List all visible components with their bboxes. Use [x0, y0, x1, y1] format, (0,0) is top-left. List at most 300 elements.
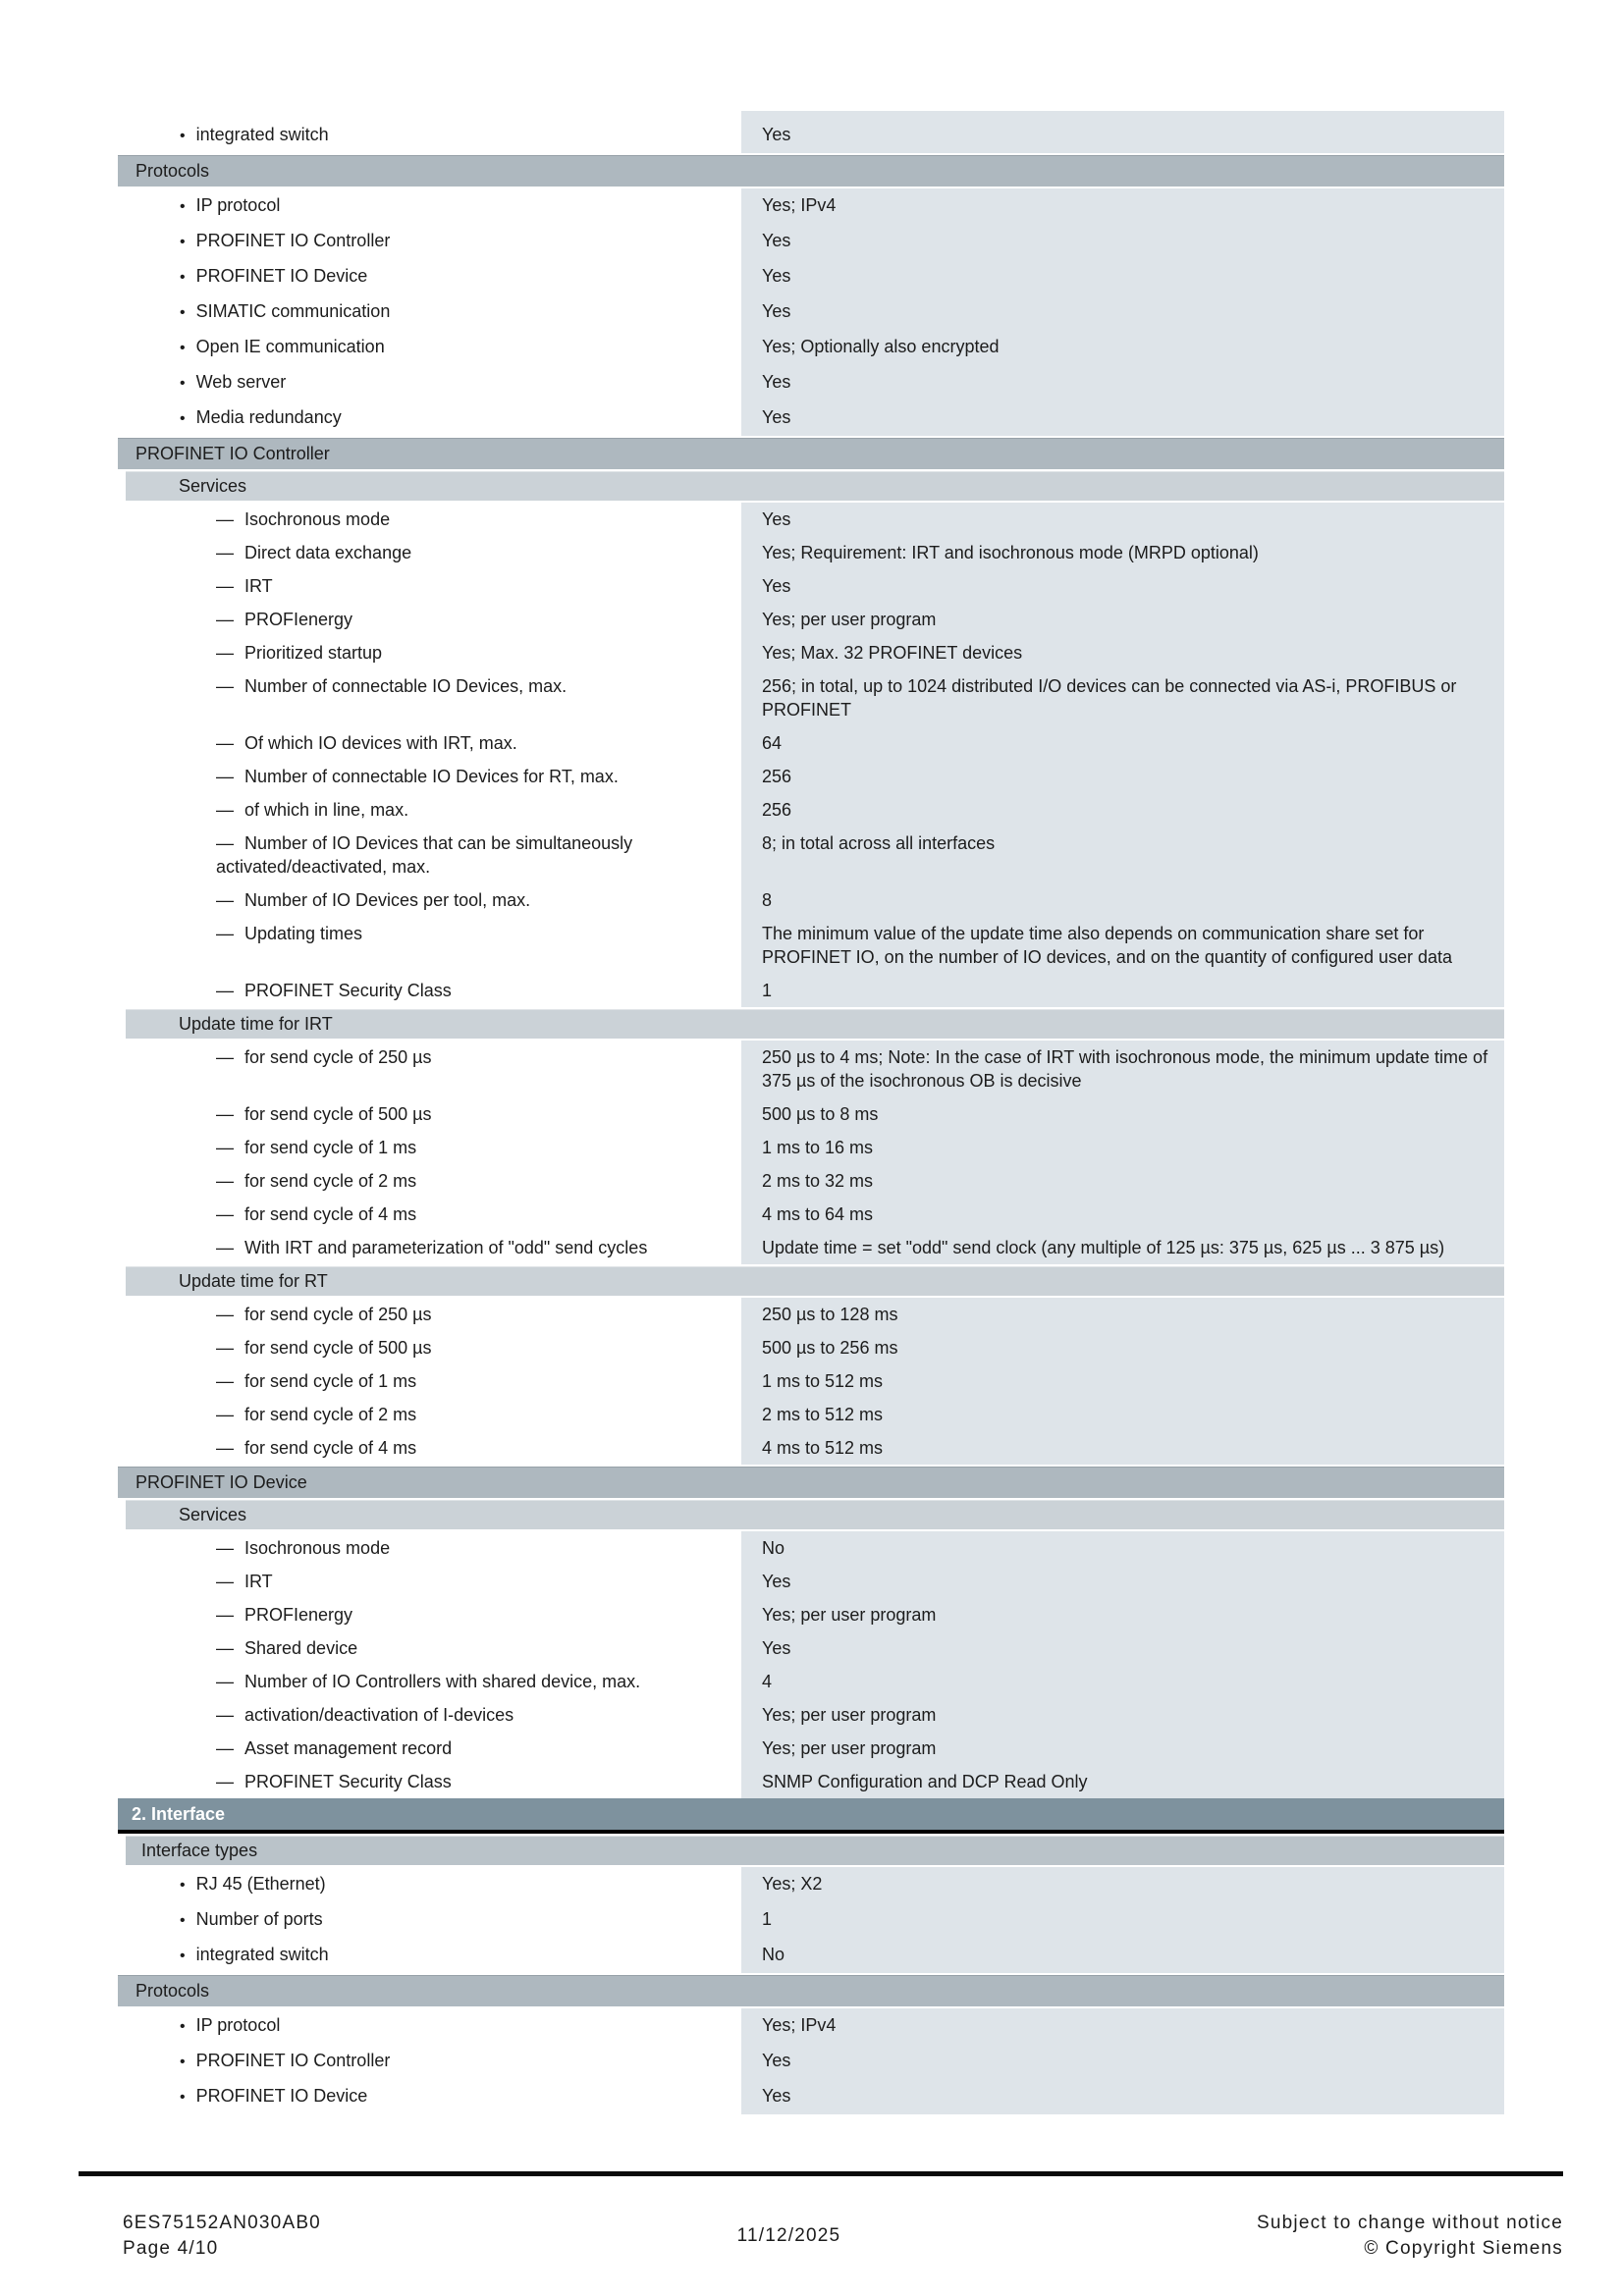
table-row — [118, 2008, 1504, 2044]
spec-label: for send cycle of 4 ms — [244, 1438, 417, 1458]
table-row — [118, 1164, 1504, 1198]
group-header-label: PROFINET IO Controller — [135, 444, 330, 463]
spec-label-cell — [118, 1364, 741, 1398]
dash-icon: — — [216, 1305, 234, 1324]
table-row — [118, 503, 1504, 536]
spec-label-cell — [118, 1765, 741, 1798]
spec-label: Isochronous mode — [244, 1538, 391, 1558]
spec-value: 1 — [762, 1909, 773, 1929]
spec-label-cell — [118, 974, 741, 1007]
spec-value: Yes — [762, 301, 791, 321]
spec-label-cell — [118, 1198, 741, 1231]
spec-label: PROFINET Security Class — [244, 1772, 452, 1791]
bullet-icon: • — [180, 410, 186, 427]
spec-label-cell — [118, 1732, 741, 1765]
subgroup-header — [126, 1500, 1504, 1529]
spec-label-cell — [118, 1598, 741, 1631]
spec-label: Isochronous mode — [244, 509, 391, 529]
spec-label-cell — [118, 603, 741, 636]
group-header — [118, 1975, 1504, 2006]
spec-value: 1 — [762, 981, 773, 1000]
spec-label-cell — [118, 2008, 741, 2044]
table-row — [118, 1198, 1504, 1231]
spec-value-cell — [741, 1698, 1504, 1732]
group-header-label: Protocols — [135, 161, 210, 181]
spec-value: 2 ms to 32 ms — [762, 1171, 874, 1191]
spec-value-cell — [741, 1598, 1504, 1631]
dash-icon: — — [216, 543, 234, 562]
bullet-icon: • — [180, 234, 186, 250]
spec-label: for send cycle of 1 ms — [244, 1138, 417, 1157]
table-row — [118, 1867, 1504, 1902]
table-row — [118, 726, 1504, 760]
dash-icon: — — [216, 1405, 234, 1424]
spec-label-cell — [118, 917, 741, 974]
spec-label: PROFINET Security Class — [244, 981, 452, 1000]
spec-value-cell — [741, 365, 1504, 400]
bullet-icon: • — [180, 198, 186, 215]
spec-label: IRT — [244, 576, 273, 596]
spec-label-cell — [118, 294, 741, 330]
bullet-icon: • — [180, 2089, 186, 2106]
spec-label-cell — [118, 365, 741, 400]
spec-label-cell — [118, 1431, 741, 1465]
spec-value: Yes; IPv4 — [762, 2015, 837, 2035]
spec-label-cell — [118, 1531, 741, 1565]
table-row — [118, 1902, 1504, 1938]
spec-value: 4 — [762, 1672, 773, 1691]
spec-value-cell — [741, 1231, 1504, 1264]
table-row — [118, 536, 1504, 569]
spec-label-cell — [118, 1097, 741, 1131]
spec-value: 256 — [762, 800, 792, 820]
page-indicator: Page 4/10 — [123, 2238, 219, 2259]
subgroup-header-label: Update time for IRT — [179, 1014, 333, 1034]
spec-label-cell — [118, 111, 741, 153]
table-row — [118, 365, 1504, 400]
table-row — [118, 1765, 1504, 1798]
table-row — [118, 603, 1504, 636]
section-header — [118, 1798, 1504, 1830]
spec-label-cell — [118, 1298, 741, 1331]
table-row — [118, 1364, 1504, 1398]
subgroup2-header-label: Interface types — [141, 1841, 258, 1860]
spec-label: PROFINET IO Device — [195, 266, 368, 286]
spec-label: for send cycle of 2 ms — [244, 1171, 417, 1191]
table-row — [118, 1665, 1504, 1698]
table-row — [118, 2044, 1504, 2079]
spec-label-cell — [118, 793, 741, 827]
dash-icon: — — [216, 924, 234, 943]
dash-icon: — — [216, 1672, 234, 1691]
bullet-icon: • — [180, 340, 186, 356]
spec-value-cell — [741, 111, 1504, 153]
spec-value: Yes — [762, 1638, 791, 1658]
table-row — [118, 1041, 1504, 1097]
group-header — [118, 1467, 1504, 1498]
spec-value-cell — [741, 1631, 1504, 1665]
dash-icon: — — [216, 676, 234, 696]
spec-value-cell — [741, 1867, 1504, 1902]
spec-label-cell — [118, 760, 741, 793]
table-row — [118, 1431, 1504, 1465]
spec-value: Yes; per user program — [762, 1605, 937, 1625]
spec-label: of which in line, max. — [244, 800, 409, 820]
spec-value: 1 ms to 512 ms — [762, 1371, 884, 1391]
spec-value: 250 µs to 128 ms — [762, 1305, 898, 1324]
spec-label: Shared device — [244, 1638, 358, 1658]
dash-icon: — — [216, 981, 234, 1000]
table-row — [118, 1298, 1504, 1331]
dash-icon: — — [216, 1638, 234, 1658]
table-row — [118, 1531, 1504, 1565]
spec-label-cell — [118, 2079, 741, 2114]
spec-label: Of which IO devices with IRT, max. — [244, 733, 517, 753]
spec-label-cell — [118, 536, 741, 569]
spec-label: Number of connectable IO Devices for RT, max. — [244, 767, 619, 786]
spec-value: Yes; per user program — [762, 1738, 937, 1758]
section-header-label: 2. Interface — [132, 1804, 226, 1824]
subgroup-header — [126, 1266, 1504, 1296]
spec-value-cell — [741, 827, 1504, 883]
spec-value-cell — [741, 330, 1504, 365]
spec-table — [118, 111, 1504, 2114]
spec-value-cell — [741, 726, 1504, 760]
table-row — [118, 1732, 1504, 1765]
spec-value: 256; in total, up to 1024 distributed I/O devices can be connected via AS-i, PROFIBUS or PROFINET — [762, 676, 1457, 720]
spec-value-cell — [741, 1732, 1504, 1765]
spec-label-cell — [118, 1938, 741, 1973]
subgroup-header — [126, 471, 1504, 501]
spec-value-cell — [741, 1938, 1504, 1973]
spec-value-cell — [741, 1164, 1504, 1198]
spec-value-cell — [741, 294, 1504, 330]
spec-value: Yes; per user program — [762, 1705, 937, 1725]
spec-value: Yes — [762, 576, 791, 596]
spec-value: No — [762, 1945, 785, 1964]
spec-value-cell — [741, 400, 1504, 436]
group-header — [118, 155, 1504, 187]
table-row — [118, 224, 1504, 259]
spec-label: Number of IO Devices that can be simultaneously activated/deactivated, max. — [216, 833, 633, 877]
order-number: 6ES75152AN030AB0 — [123, 2213, 321, 2233]
spec-value: Yes — [762, 266, 791, 286]
dash-icon: — — [216, 1572, 234, 1591]
spec-label-cell — [118, 1131, 741, 1164]
spec-value: 2 ms to 512 ms — [762, 1405, 884, 1424]
spec-label-cell — [118, 569, 741, 603]
spec-label-cell — [118, 636, 741, 669]
spec-label: for send cycle of 1 ms — [244, 1371, 417, 1391]
dash-icon: — — [216, 1104, 234, 1124]
table-row — [118, 760, 1504, 793]
spec-label-cell — [118, 1902, 741, 1938]
table-row — [118, 1938, 1504, 1973]
spec-label: Number of IO Controllers with shared device, max. — [244, 1672, 641, 1691]
table-row — [118, 1565, 1504, 1598]
spec-label: PROFINET IO Controller — [195, 2051, 391, 2070]
dash-icon: — — [216, 1138, 234, 1157]
dash-icon: — — [216, 1171, 234, 1191]
group-header-label: PROFINET IO Device — [135, 1472, 307, 1492]
spec-value: 256 — [762, 767, 792, 786]
bullet-icon: • — [180, 1948, 186, 1964]
spec-value-cell — [741, 793, 1504, 827]
spec-value: Yes; IPv4 — [762, 195, 837, 215]
spec-label-cell — [118, 1331, 741, 1364]
table-row — [118, 1131, 1504, 1164]
spec-label: for send cycle of 500 µs — [244, 1104, 432, 1124]
subgroup-header-label: Services — [179, 476, 247, 496]
spec-label: Number of IO Devices per tool, max. — [244, 890, 531, 910]
spec-label: Open IE communication — [195, 337, 385, 356]
spec-label: Prioritized startup — [244, 643, 383, 663]
table-row — [118, 1698, 1504, 1732]
footer-date: 11/12/2025 — [736, 2225, 841, 2246]
group-header-label: Protocols — [135, 1981, 210, 2001]
spec-value-cell — [741, 636, 1504, 669]
table-row — [118, 883, 1504, 917]
spec-label-cell — [118, 503, 741, 536]
bullet-icon: • — [180, 1912, 186, 1929]
table-row — [118, 1231, 1504, 1264]
spec-value: Yes; Requirement: IRT and isochronous mode (MRPD optional) — [762, 543, 1259, 562]
spec-label: PROFIenergy — [244, 610, 353, 629]
spec-value-cell — [741, 760, 1504, 793]
spec-value-cell — [741, 2008, 1504, 2044]
spec-label-cell — [118, 1867, 741, 1902]
bullet-icon: • — [180, 1877, 186, 1894]
spec-value-cell — [741, 1364, 1504, 1398]
spec-label: Number of connectable IO Devices, max. — [244, 676, 568, 696]
table-row — [118, 1097, 1504, 1131]
spec-value-cell — [741, 1398, 1504, 1431]
spec-label-cell — [118, 224, 741, 259]
spec-label: Number of ports — [195, 1909, 323, 1929]
spec-value: 4 ms to 64 ms — [762, 1204, 874, 1224]
spec-value-cell — [741, 536, 1504, 569]
spec-value: Yes — [762, 125, 791, 144]
table-row — [118, 400, 1504, 436]
bullet-icon: • — [180, 304, 186, 321]
spec-value: Yes — [762, 509, 791, 529]
dash-icon: — — [216, 1238, 234, 1257]
spec-label: activation/deactivation of I-devices — [244, 1705, 514, 1725]
spec-value: 64 — [762, 733, 783, 753]
spec-value-cell — [741, 1131, 1504, 1164]
spec-value-cell — [741, 1565, 1504, 1598]
spec-label-cell — [118, 1231, 741, 1264]
dash-icon: — — [216, 1204, 234, 1224]
spec-label-cell — [118, 2044, 741, 2079]
spec-value: Update time = set "odd" send clock (any multiple of 125 µs: 375 µs, 625 µs ... 3 875 µs) — [762, 1238, 1445, 1257]
dash-icon: — — [216, 1772, 234, 1791]
dash-icon: — — [216, 576, 234, 596]
spec-label: With IRT and parameterization of "odd" send cycles — [244, 1238, 648, 1257]
spec-value: Yes — [762, 2086, 791, 2106]
spec-value: 250 µs to 4 ms; Note: In the case of IRT with isochronous mode, the minimum update time of 375 µs of the isochronous OB is decisive — [762, 1047, 1488, 1091]
spec-label: for send cycle of 500 µs — [244, 1338, 432, 1358]
spec-label-cell — [118, 669, 741, 726]
bullet-icon: • — [180, 2054, 186, 2070]
dash-icon: — — [216, 767, 234, 786]
spec-label-cell — [118, 1041, 741, 1097]
spec-value-cell — [741, 1097, 1504, 1131]
spec-value: Yes — [762, 372, 791, 392]
footer-right — [1257, 2211, 1563, 2262]
spec-label-cell — [118, 827, 741, 883]
spec-value-cell — [741, 1902, 1504, 1938]
spec-value-cell — [741, 2079, 1504, 2114]
spec-value: Yes — [762, 2051, 791, 2070]
table-row — [118, 1631, 1504, 1665]
spec-value: Yes; Optionally also encrypted — [762, 337, 1000, 356]
table-row — [118, 2079, 1504, 2114]
spec-value: 8; in total across all interfaces — [762, 833, 996, 853]
bullet-icon: • — [180, 375, 186, 392]
spec-value: SNMP Configuration and DCP Read Only — [762, 1772, 1088, 1791]
table-row — [118, 669, 1504, 726]
section-divider — [118, 1830, 1504, 1834]
spec-value-cell — [741, 224, 1504, 259]
spec-value-cell — [741, 1198, 1504, 1231]
change-notice: Subject to change without notice — [1257, 2213, 1563, 2233]
spec-value: 8 — [762, 890, 773, 910]
dash-icon: — — [216, 1047, 234, 1067]
subgroup-header — [126, 1009, 1504, 1039]
table-row — [118, 294, 1504, 330]
spec-label: integrated switch — [195, 125, 329, 144]
spec-value: Yes; X2 — [762, 1874, 823, 1894]
dash-icon: — — [216, 610, 234, 629]
spec-value-cell — [741, 1531, 1504, 1565]
spec-value-cell — [741, 883, 1504, 917]
spec-label: Updating times — [244, 924, 363, 943]
spec-label: PROFINET IO Controller — [195, 231, 391, 250]
spec-value-cell — [741, 188, 1504, 224]
spec-label-cell — [118, 1665, 741, 1698]
spec-label: for send cycle of 250 µs — [244, 1305, 432, 1324]
footer-left — [79, 2211, 321, 2262]
table-row — [118, 569, 1504, 603]
spec-label-cell — [118, 259, 741, 294]
table-row — [118, 188, 1504, 224]
spec-label-cell — [118, 1698, 741, 1732]
spec-value: Yes; Max. 32 PROFINET devices — [762, 643, 1023, 663]
table-row — [118, 330, 1504, 365]
spec-value-cell — [741, 917, 1504, 974]
group-header — [118, 438, 1504, 469]
dash-icon: — — [216, 1338, 234, 1358]
spec-value-cell — [741, 1665, 1504, 1698]
dash-icon: — — [216, 1738, 234, 1758]
table-row — [118, 1598, 1504, 1631]
dash-icon: — — [216, 890, 234, 910]
spec-value: No — [762, 1538, 785, 1558]
table-row — [118, 974, 1504, 1007]
spec-label-cell — [118, 726, 741, 760]
copyright: © Copyright Siemens — [1364, 2238, 1563, 2259]
spec-label: Asset management record — [244, 1738, 453, 1758]
bullet-icon: • — [180, 269, 186, 286]
subgroup2-header — [126, 1836, 1504, 1865]
spec-label: Web server — [195, 372, 287, 392]
table-row — [118, 917, 1504, 974]
spec-value-cell — [741, 259, 1504, 294]
dash-icon: — — [216, 1538, 234, 1558]
spec-label: PROFINET IO Device — [195, 2086, 368, 2106]
spec-value: 500 µs to 256 ms — [762, 1338, 898, 1358]
table-row — [118, 636, 1504, 669]
spec-label: for send cycle of 250 µs — [244, 1047, 432, 1067]
spec-value-cell — [741, 603, 1504, 636]
spec-value: The minimum value of the update time also depends on communication share set for PROFINET IO, on the number of IO devices, and on the quantity of configured user data — [762, 924, 1453, 967]
spec-value-cell — [741, 2044, 1504, 2079]
dash-icon: — — [216, 1438, 234, 1458]
spec-value: Yes; per user program — [762, 610, 937, 629]
dash-icon: — — [216, 509, 234, 529]
spec-label-cell — [118, 330, 741, 365]
table-row — [118, 827, 1504, 883]
page-footer — [79, 2211, 1563, 2262]
spec-label-cell — [118, 1565, 741, 1598]
spec-value-cell — [741, 974, 1504, 1007]
spec-value: Yes — [762, 1572, 791, 1591]
dash-icon: — — [216, 800, 234, 820]
spec-value: Yes — [762, 407, 791, 427]
spec-label: Media redundancy — [195, 407, 342, 427]
spec-value: 500 µs to 8 ms — [762, 1104, 879, 1124]
spec-value-cell — [741, 503, 1504, 536]
spec-label: integrated switch — [195, 1945, 329, 1964]
dash-icon: — — [216, 643, 234, 663]
dash-icon: — — [216, 1371, 234, 1391]
spec-value-cell — [741, 1431, 1504, 1465]
spec-value: Yes — [762, 231, 791, 250]
spec-label-cell — [118, 188, 741, 224]
spec-label-cell — [118, 400, 741, 436]
spec-value: 1 ms to 16 ms — [762, 1138, 874, 1157]
subgroup-header-label: Services — [179, 1505, 247, 1524]
spec-label: IRT — [244, 1572, 273, 1591]
spec-value: 4 ms to 512 ms — [762, 1438, 884, 1458]
bullet-icon: • — [180, 2018, 186, 2035]
table-row — [118, 1331, 1504, 1364]
dash-icon: — — [216, 1705, 234, 1725]
table-row — [118, 259, 1504, 294]
spec-label: Direct data exchange — [244, 543, 412, 562]
spec-label: PROFIenergy — [244, 1605, 353, 1625]
spec-label: for send cycle of 4 ms — [244, 1204, 417, 1224]
spec-value-cell — [741, 1298, 1504, 1331]
table-row — [118, 793, 1504, 827]
spec-label: IP protocol — [195, 2015, 281, 2035]
dash-icon: — — [216, 733, 234, 753]
spec-label: SIMATIC communication — [195, 301, 391, 321]
spec-value-cell — [741, 1331, 1504, 1364]
spec-value-cell — [741, 669, 1504, 726]
spec-label-cell — [118, 1164, 741, 1198]
spec-value-cell — [741, 569, 1504, 603]
spec-value-cell — [741, 1765, 1504, 1798]
footer-rule — [79, 2171, 1563, 2176]
spec-label: IP protocol — [195, 195, 281, 215]
spec-value-cell — [741, 1041, 1504, 1097]
spec-label: RJ 45 (Ethernet) — [195, 1874, 326, 1894]
dash-icon: — — [216, 833, 234, 853]
bullet-icon: • — [180, 128, 186, 144]
table-row — [118, 1398, 1504, 1431]
